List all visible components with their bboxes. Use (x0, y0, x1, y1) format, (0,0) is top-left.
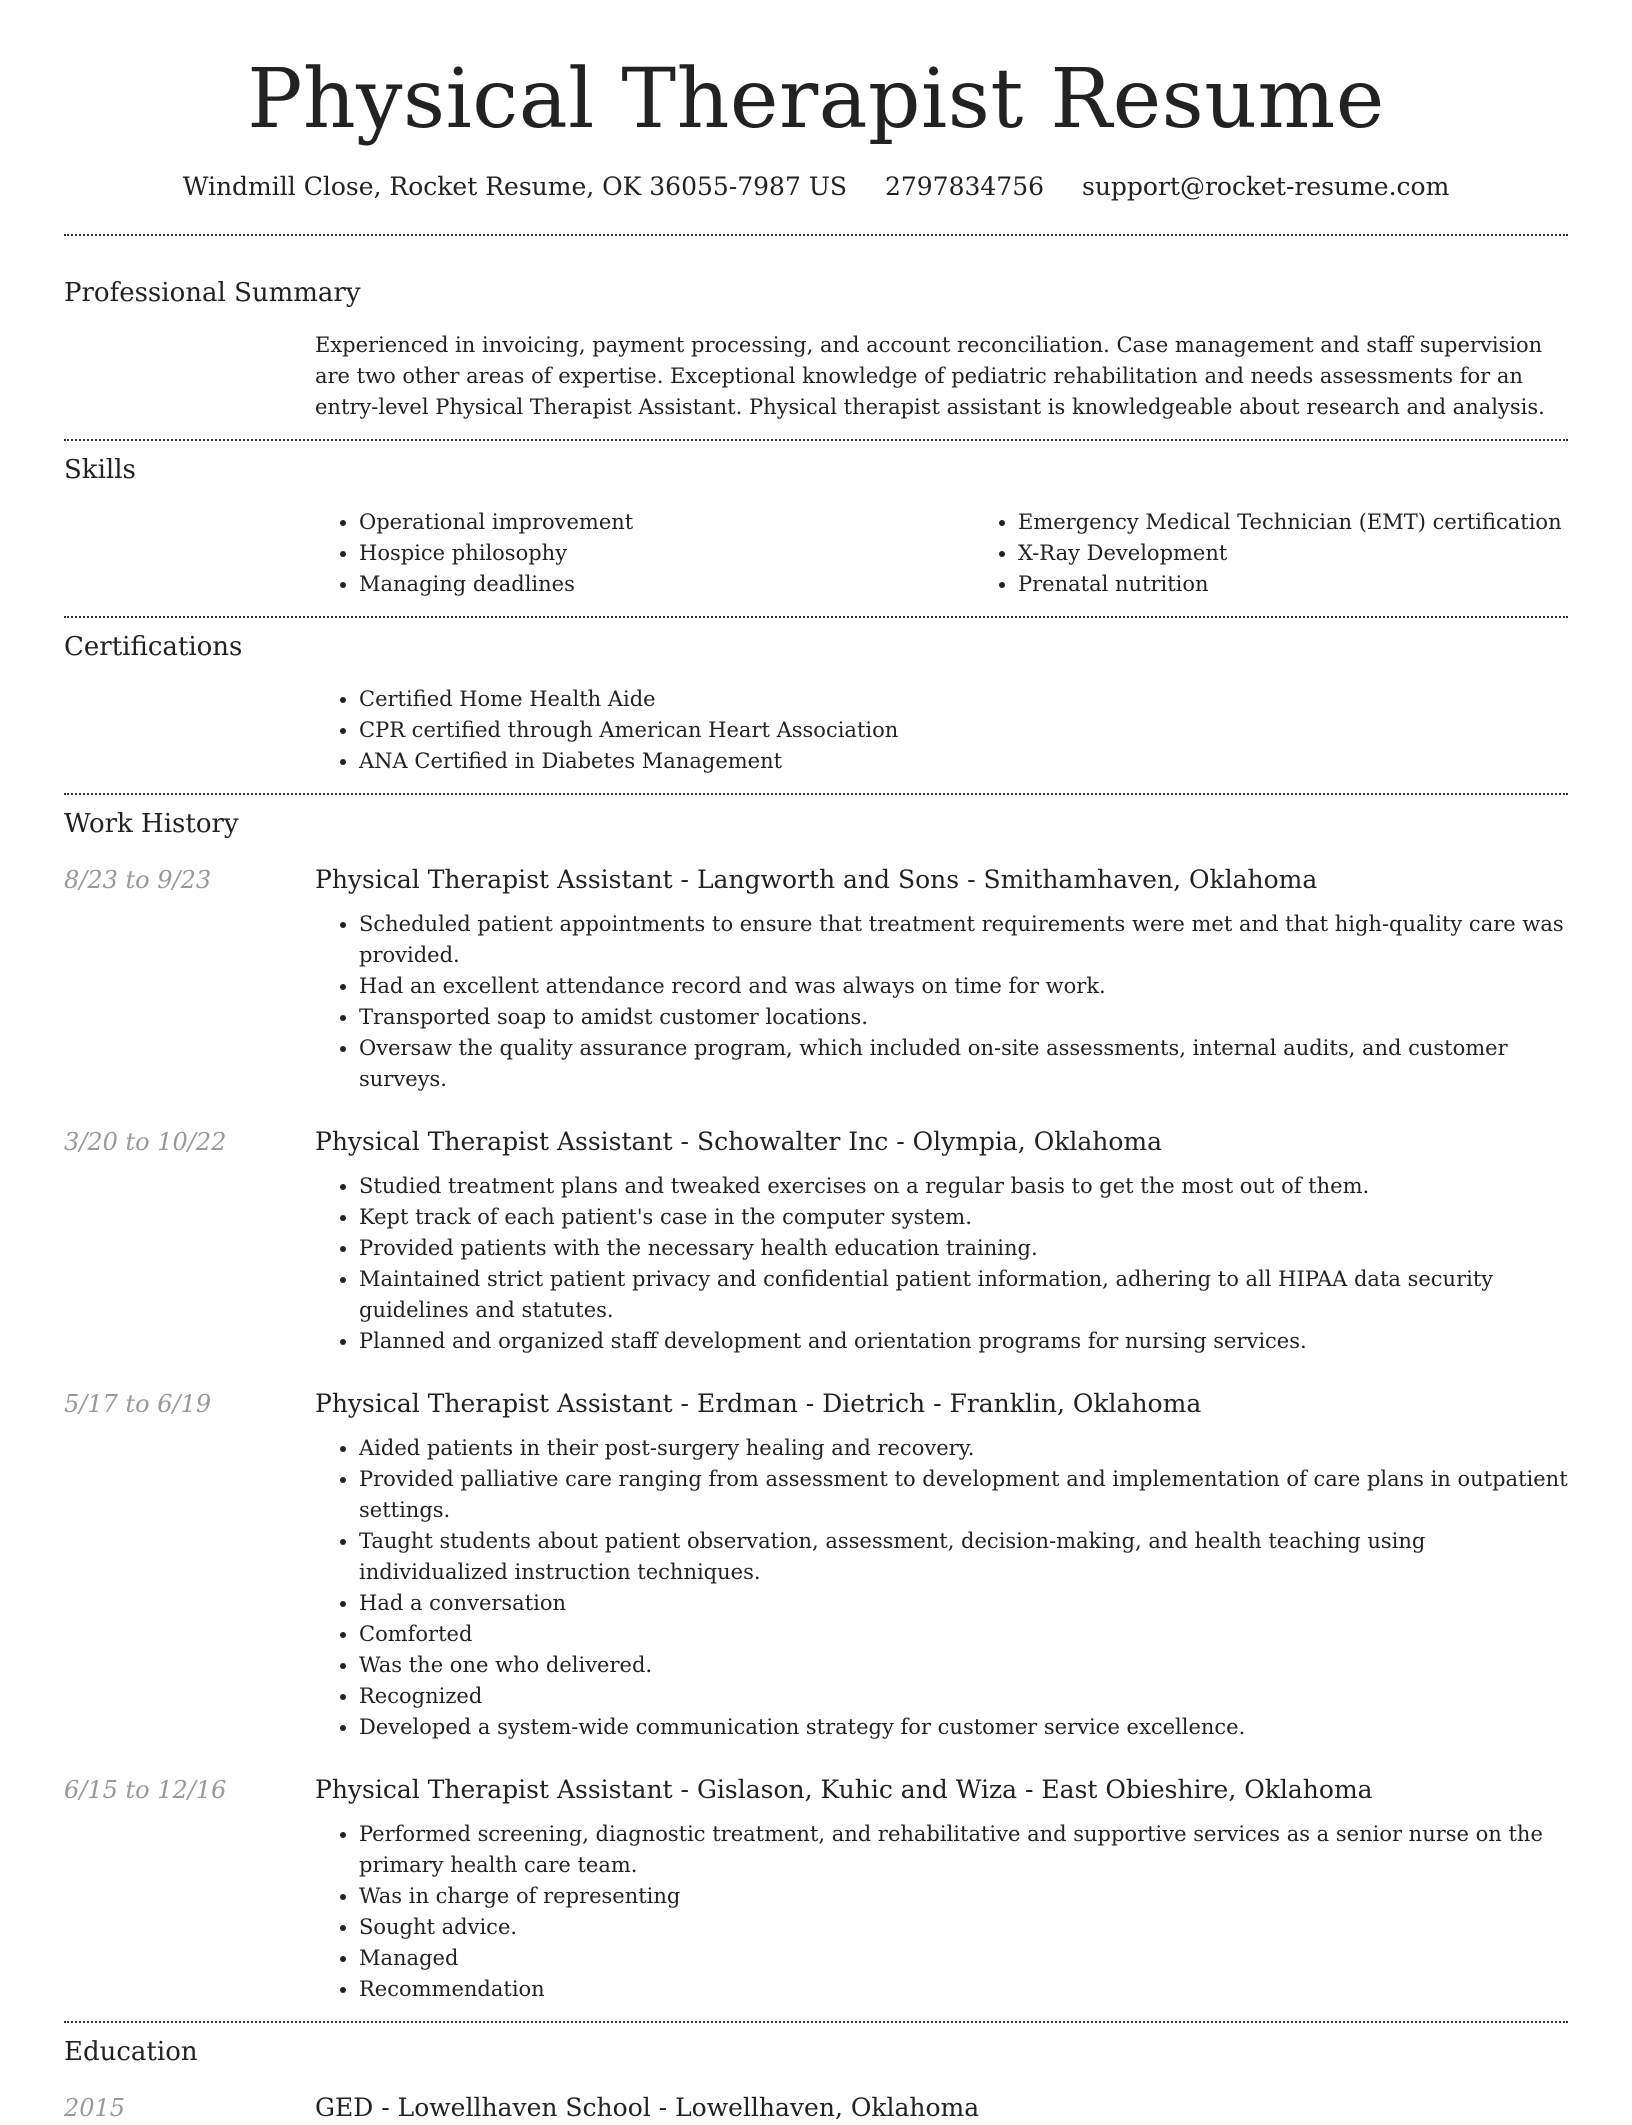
job-bullet: • Aided patients in their post-surgery healing and recovery. (359, 1433, 1568, 1464)
job-bullets (315, 1819, 1568, 2005)
job-bullet: • Managed (359, 1943, 1568, 1974)
job-bullet: • Performed screening, diagnostic treatment, and rehabilitative and supportive services as a senior nurse on the primary health care team. (359, 1819, 1568, 1881)
skills-section (64, 453, 1568, 600)
skills-heading: Skills (64, 455, 136, 485)
job-entry (64, 1387, 1568, 1743)
job-title: Physical Therapist Assistant - Gislason, Kuhic and Wiza - East Obieshire, Oklahoma (315, 1775, 1373, 1804)
skill-item: • Managing deadlines (359, 569, 974, 600)
skill-item: • Emergency Medical Technician (EMT) certification (1018, 507, 1632, 538)
education-dates: 2015 (64, 2094, 126, 2122)
education-title: GED - Lowellhaven School - Lowellhaven, Oklahoma (315, 2093, 980, 2122)
job-bullets (315, 1171, 1568, 1357)
summary-section (64, 276, 1568, 423)
resume-page (64, 0, 1568, 2125)
skill-item: • Prenatal nutrition (1018, 569, 1632, 600)
job-bullet: • Maintained strict patient privacy and confidential patient information, adhering to all HIPAA data security guidelines and statutes. (359, 1264, 1568, 1326)
section-divider (64, 793, 1568, 795)
job-bullet: • Was in charge of representing (359, 1881, 1568, 1912)
job-entry (64, 1773, 1568, 2005)
job-dates: 6/15 to 12/16 (64, 1776, 227, 1804)
job-dates: 8/23 to 9/23 (64, 866, 212, 894)
contact-line (64, 170, 1568, 204)
skills-list-left (315, 507, 974, 600)
skill-item: • Operational improvement (359, 507, 974, 538)
job-bullet: • Developed a system-wide communication strategy for customer service excellence. (359, 1712, 1568, 1743)
job-bullets (315, 1433, 1568, 1743)
job-bullet: • Provided patients with the necessary health education training. (359, 1233, 1568, 1264)
work-history-heading: Work History (64, 809, 239, 839)
job-bullet: • Sought advice. (359, 1912, 1568, 1943)
job-bullet: • Planned and organized staff development and orientation programs for nursing services. (359, 1326, 1568, 1357)
job-title: Physical Therapist Assistant - Langworth and Sons - Smithamhaven, Oklahoma (315, 865, 1318, 894)
summary-heading: Professional Summary (64, 278, 361, 308)
section-divider (64, 439, 1568, 441)
job-entry (64, 1125, 1568, 1357)
certification-item: • CPR certified through American Heart Association (359, 715, 898, 746)
section-divider (64, 616, 1568, 618)
job-bullet: • Was the one who delivered. (359, 1650, 1568, 1681)
job-bullet: • Taught students about patient observation, assessment, decision-making, and health teaching using individualized instruction techniques. (359, 1526, 1568, 1588)
job-bullet: • Kept track of each patient's case in the computer system. (359, 1202, 1568, 1233)
job-bullet: • Transported soap to amidst customer locations. (359, 1002, 1568, 1033)
certifications-list (315, 684, 898, 777)
section-divider (64, 2021, 1568, 2023)
certifications-heading: Certifications (64, 632, 243, 662)
job-entry (64, 863, 1568, 1095)
job-bullet: • Recognized (359, 1681, 1568, 1712)
contact-phone: 2797834756 (884, 172, 1045, 201)
job-bullet: • Comforted (359, 1619, 1568, 1650)
job-bullet: • Had a conversation (359, 1588, 1568, 1619)
skills-list-right (974, 507, 1632, 600)
work-history-section (64, 807, 1568, 2005)
job-title: Physical Therapist Assistant - Erdman - Dietrich - Franklin, Oklahoma (315, 1389, 1202, 1418)
job-bullet: • Recommendation (359, 1974, 1568, 2005)
job-bullet: • Scheduled patient appointments to ensure that treatment requirements were met and that high-quality care was provided. (359, 909, 1568, 971)
skill-item: • Hospice philosophy (359, 538, 974, 569)
education-heading: Education (64, 2037, 198, 2067)
job-bullet: • Oversaw the quality assurance program, which included on-site assessments, internal audits, and customer surveys. (359, 1033, 1568, 1095)
certification-item: • Certified Home Health Aide (359, 684, 898, 715)
certifications-section (64, 630, 1568, 777)
job-bullet: • Provided palliative care ranging from assessment to development and implementation of care plans in outpatient settings. (359, 1464, 1568, 1526)
contact-email: support@rocket-resume.com (1081, 172, 1450, 201)
section-divider (64, 234, 1568, 236)
contact-address: Windmill Close, Rocket Resume, OK 36055-7987 US (182, 172, 848, 201)
summary-text: Experienced in invoicing, payment processing, and account reconciliation. Case management and staff supervision are two other areas of expertise. Exceptional knowledge of pediatric rehabilitation and needs assessments for an entry-level Physical Therapist Assistant. Physical therapist assistant is knowledgeable about research and analysis. (315, 333, 1545, 419)
job-title: Physical Therapist Assistant - Schowalter Inc - Olympia, Oklahoma (315, 1127, 1163, 1156)
skill-item: • X-Ray Development (1018, 538, 1632, 569)
resume-title: Physical Therapist Resume (247, 52, 1385, 147)
education-entry (64, 2091, 1568, 2125)
certification-item: • ANA Certified in Diabetes Management (359, 746, 898, 777)
job-dates: 3/20 to 10/22 (64, 1128, 227, 1156)
job-dates: 5/17 to 6/19 (64, 1390, 212, 1418)
job-bullet: • Studied treatment plans and tweaked exercises on a regular basis to get the most out of them. (359, 1171, 1568, 1202)
job-bullets (315, 909, 1568, 1095)
job-bullet: • Had an excellent attendance record and was always on time for work. (359, 971, 1568, 1002)
